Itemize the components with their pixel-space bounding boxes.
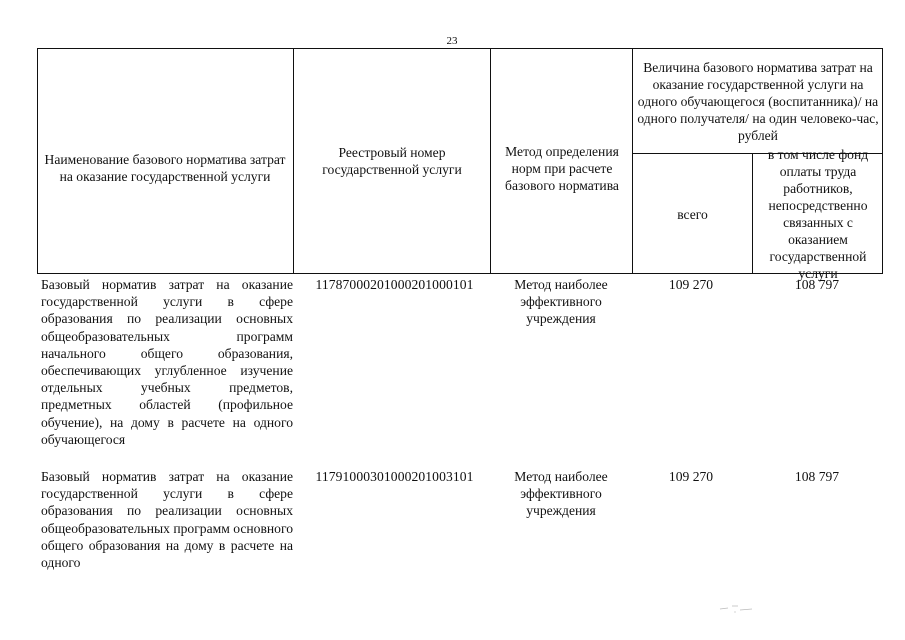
row-1-code: 11787000201000201000101 xyxy=(315,277,474,292)
row-1-total: 109 270 xyxy=(668,277,714,292)
header-divider-4 xyxy=(752,153,753,274)
header-border-left xyxy=(37,48,38,274)
row-2-fot: 108 797 xyxy=(794,469,840,484)
row-1-fot: 108 797 xyxy=(794,277,840,292)
row-2-code: 11791000301000201003101 xyxy=(315,469,474,484)
row-2-name: Базовый норматив затрат на оказание государственной услуги в сфере образования по реализации основных общеобразовательных программ основного общего образования на дому в расчете на одного xyxy=(41,469,293,571)
header-total-cell xyxy=(633,154,752,274)
header-fot-cell xyxy=(754,147,882,281)
row-2-total: 109 270 xyxy=(668,469,714,484)
header-code-cell xyxy=(299,48,485,274)
header-method-cell xyxy=(493,48,631,274)
header-name-label: Наименование базового норматива затрат на оказание государственной услуги xyxy=(44,152,286,184)
table-header xyxy=(37,48,883,281)
row-1-method: Метод наиболее эффективного учреждения xyxy=(514,277,608,327)
header-total-label: всего xyxy=(677,206,708,222)
row-1-name: Базовый норматив затрат на оказание государственной услуги в сфере образования по реализации основных общеобразовательных программ начального общего образования, обеспечивающих углубленное изучение отдельных учебных предметов, предметных областей (профильное обучение), на дому в расчете на одного обучающегося xyxy=(41,277,293,447)
header-value-group-label: Величина базового норматива затрат на оказание государственной услуги на одного обучающегося (воспитанника)/ на одного получателя/ на один человеко-час, рублей xyxy=(637,60,879,143)
page-number: 23 xyxy=(446,35,458,47)
row-2-method: Метод наиболее эффективного учреждения xyxy=(514,469,608,519)
header-code-label: Реестровый номер государственной услуги xyxy=(322,145,462,177)
scan-smudge xyxy=(718,600,758,614)
header-value-group-cell xyxy=(635,50,881,153)
header-name-cell xyxy=(43,48,287,274)
header-border-right xyxy=(882,48,883,274)
header-divider-2 xyxy=(490,48,491,274)
header-fot-label: в том числе фонд оплаты труда работников, непосредственно связанных с оказанием государственной услуги xyxy=(767,147,869,281)
header-divider-1 xyxy=(293,48,294,274)
header-method-label: Метод определения норм при расчете базового норматива xyxy=(505,143,619,193)
